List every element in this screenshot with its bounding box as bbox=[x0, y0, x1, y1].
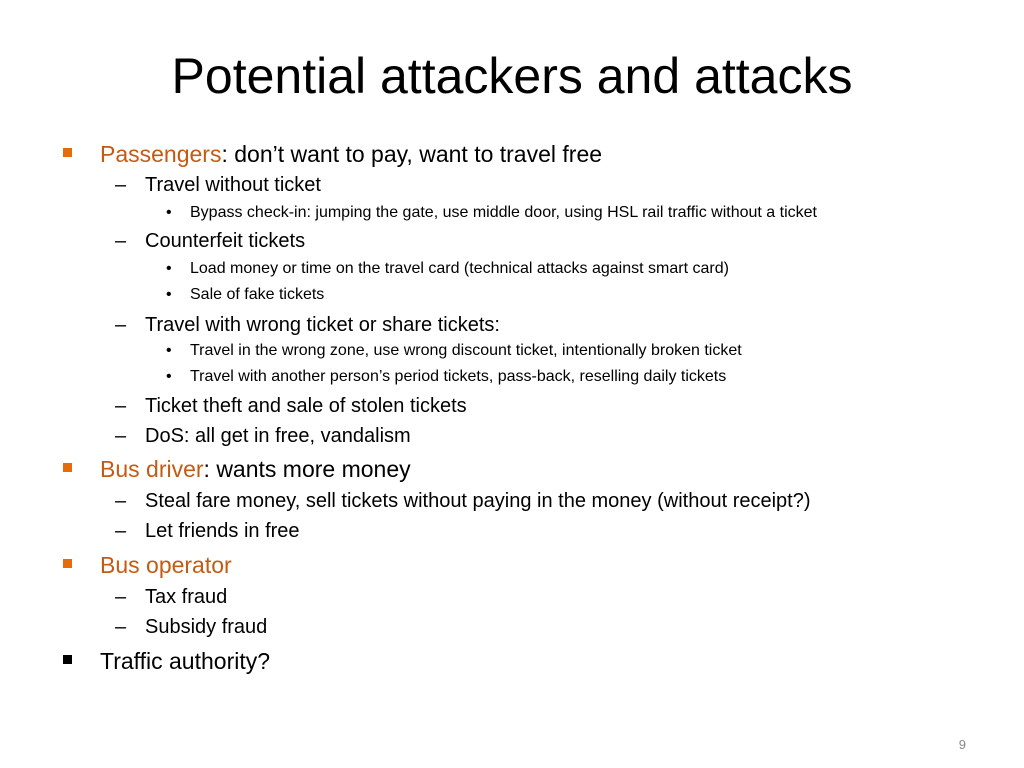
bullet-bus-operator bbox=[100, 550, 232, 580]
subitem-counterfeit-tickets: Counterfeit tickets bbox=[145, 230, 306, 252]
subitem-travel-without-ticket: Travel without ticket bbox=[145, 174, 321, 196]
square-bullet-icon bbox=[63, 463, 72, 472]
subitem-wrong-ticket: Travel with wrong ticket or share tickets: bbox=[145, 314, 500, 336]
bullet-traffic-authority: Traffic authority? bbox=[100, 648, 271, 674]
dash-bullet-icon: – bbox=[115, 174, 127, 196]
square-bullet-icon bbox=[63, 655, 72, 664]
dash-bullet-icon: – bbox=[115, 230, 127, 252]
bullet-label: Bus operator bbox=[100, 552, 232, 578]
page-number: 9 bbox=[958, 737, 966, 752]
slide-title: Potential attackers and attacks bbox=[171, 48, 853, 104]
dash-bullet-icon: – bbox=[115, 395, 127, 417]
dash-bullet-icon: – bbox=[115, 490, 127, 512]
dot-bullet-icon: • bbox=[166, 204, 172, 221]
detail-sale-of-fake-tickets: Sale of fake tickets bbox=[190, 286, 325, 303]
square-bullet-icon bbox=[63, 559, 72, 568]
dash-bullet-icon: – bbox=[115, 616, 127, 638]
detail-load-money: Load money or time on the travel card (technical attacks against smart card) bbox=[190, 260, 729, 277]
detail-another-persons-tickets: Travel with another person’s period tickets, pass-back, reselling daily tickets bbox=[190, 368, 727, 385]
dot-bullet-icon: • bbox=[166, 342, 172, 359]
bullet-text: : don’t want to pay, want to travel free bbox=[221, 141, 603, 167]
subitem-tax-fraud: Tax fraud bbox=[145, 586, 228, 608]
subitem-steal-fare-money: Steal fare money, sell tickets without paying in the money (without receipt?) bbox=[145, 490, 811, 512]
bullet-bus-driver bbox=[100, 454, 411, 484]
detail-wrong-zone: Travel in the wrong zone, use wrong discount ticket, intentionally broken ticket bbox=[190, 342, 742, 359]
dash-bullet-icon: – bbox=[115, 520, 127, 542]
detail-bypass-check-in: Bypass check-in: jumping the gate, use middle door, using HSL rail traffic without a ticket bbox=[190, 204, 817, 221]
dash-bullet-icon: – bbox=[115, 314, 127, 336]
dot-bullet-icon: • bbox=[166, 368, 172, 385]
subitem-dos: DoS: all get in free, vandalism bbox=[145, 425, 411, 447]
dash-bullet-icon: – bbox=[115, 425, 127, 447]
dot-bullet-icon: • bbox=[166, 260, 172, 277]
dash-bullet-icon: – bbox=[115, 586, 127, 608]
bullet-passengers bbox=[100, 139, 602, 169]
bullet-text: : wants more money bbox=[203, 456, 411, 482]
subitem-ticket-theft: Ticket theft and sale of stolen tickets bbox=[145, 395, 467, 417]
subitem-let-friends-in: Let friends in free bbox=[145, 520, 300, 542]
square-bullet-icon bbox=[63, 148, 72, 157]
subitem-subsidy-fraud: Subsidy fraud bbox=[145, 616, 268, 638]
bullet-label: Passengers bbox=[100, 141, 222, 167]
bullet-label: Bus driver bbox=[100, 456, 204, 482]
dot-bullet-icon: • bbox=[166, 286, 172, 303]
